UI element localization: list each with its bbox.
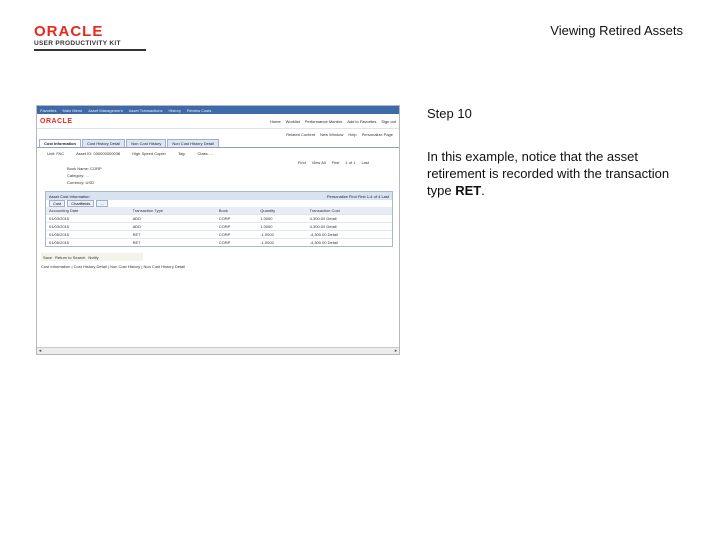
column-header: Transaction Cost xyxy=(307,207,392,215)
table-cell: CORP xyxy=(216,223,258,231)
personalize-link[interactable]: Personalize xyxy=(326,193,348,199)
table-cell: 1.0000 xyxy=(257,215,306,223)
table-cell: 01/05/2015 xyxy=(46,239,130,247)
tab-cost-information[interactable]: Cost Information xyxy=(39,139,81,147)
grid-find-link[interactable]: Find xyxy=(348,193,357,199)
bottom-page-links[interactable]: Cost Information | Cost History Detail | Non Cost History | Non Cost History Detail xyxy=(41,264,186,269)
table-cell: ADD xyxy=(130,223,216,231)
asset-info: Class: ... xyxy=(197,150,214,156)
brand-links xyxy=(270,119,396,124)
transaction-type-term: RET xyxy=(455,183,482,198)
table-cell: ADD xyxy=(130,215,216,223)
grid-header xyxy=(46,192,392,200)
asset-info: Tag: xyxy=(177,150,186,156)
table-cell: CORP xyxy=(216,239,258,247)
logo-word: ORACLE xyxy=(34,23,104,40)
step-text-end: . xyxy=(481,183,485,198)
table-row xyxy=(46,231,392,239)
table-cell: RET xyxy=(130,231,216,239)
top-navigation xyxy=(37,106,399,114)
column-header: Quantity xyxy=(257,207,306,215)
save-button[interactable]: Save xyxy=(43,254,53,260)
page-tabs xyxy=(37,139,399,148)
grid-nav xyxy=(327,194,389,199)
find-link[interactable]: Find xyxy=(297,159,306,165)
tab-cost-history-detail[interactable]: Cost History Detail xyxy=(82,139,125,147)
grid-tabs xyxy=(46,200,392,207)
oracle-upk-logo xyxy=(34,24,144,51)
table-cell: 1.0000 xyxy=(257,223,306,231)
cost-table xyxy=(46,207,392,246)
grid-last-link[interactable]: Last xyxy=(381,193,389,199)
first-link[interactable]: First xyxy=(331,159,340,165)
grid-caption: Asset Cost Information xyxy=(49,193,90,199)
table-header-row xyxy=(46,207,392,215)
find-bar xyxy=(37,158,399,166)
table-cell: CORP xyxy=(216,231,258,239)
brand-link[interactable]: Performance Monitor xyxy=(304,118,343,124)
asset-info-row xyxy=(37,148,399,158)
asset-cost-grid xyxy=(45,191,393,247)
asset-info: Asset ID: 000000000038 xyxy=(76,150,121,156)
page-title: Viewing Retired Assets xyxy=(550,23,683,38)
asset-info: High Speed Copier xyxy=(132,150,166,156)
table-row xyxy=(46,239,392,247)
topnav-item[interactable]: History xyxy=(168,107,181,113)
table-cell: -1.0000 xyxy=(257,231,306,239)
table-cell: -1.0000 xyxy=(257,239,306,247)
scroll-left-icon[interactable]: ◂ xyxy=(38,348,42,354)
column-header: Book xyxy=(216,207,258,215)
asset-info: Unit: FAC xyxy=(47,150,65,156)
book-fields xyxy=(37,166,399,187)
tool-link[interactable]: Personalize Page xyxy=(361,131,393,137)
last-link[interactable]: Last xyxy=(361,159,369,165)
tab-non-cost-history-detail[interactable]: Non Cost History Detail xyxy=(167,139,219,147)
currency-field: Currency: USD xyxy=(67,180,94,185)
tool-link[interactable]: Related Content xyxy=(286,131,316,137)
table-cell: 01/03/2015 xyxy=(46,215,130,223)
logo-subtitle: USER PRODUCTIVITY KIT xyxy=(34,40,121,47)
tab-non-cost-history[interactable]: Non Cost History xyxy=(126,139,166,147)
tool-link[interactable]: New Window xyxy=(320,131,344,137)
logo-rule xyxy=(34,49,146,51)
grid-tab-cost[interactable]: Cost xyxy=(49,200,65,207)
topnav-item[interactable]: Asset Transactions xyxy=(128,107,163,113)
tool-links xyxy=(37,129,399,139)
scroll-right-icon[interactable]: ▸ xyxy=(394,348,398,354)
table-cell[interactable]: -4,300.00 Detail xyxy=(307,231,392,239)
topnav-item[interactable]: Main Menu xyxy=(62,107,83,113)
step-description xyxy=(427,148,677,199)
application-screenshot xyxy=(36,105,400,355)
category-field: Category: ... xyxy=(67,173,89,178)
table-cell[interactable]: 4,300.00 Detail xyxy=(307,223,392,231)
button-bar xyxy=(41,253,143,261)
horizontal-scrollbar[interactable] xyxy=(37,347,399,354)
table-cell: 01/05/2015 xyxy=(46,231,130,239)
column-header: Accounting Date xyxy=(46,207,130,215)
brand-bar xyxy=(37,114,399,129)
column-header: Transaction Type xyxy=(130,207,216,215)
topnav-item[interactable]: Review Costs xyxy=(186,107,212,113)
book-name-field: Book Name: CORP xyxy=(67,166,102,171)
brand-link[interactable]: Add to Favorites xyxy=(347,118,377,124)
tool-link[interactable]: Help xyxy=(348,131,357,137)
topnav-item[interactable]: Asset Management xyxy=(88,107,123,113)
brand-link[interactable]: Home xyxy=(270,118,281,124)
table-cell: CORP xyxy=(216,215,258,223)
step-title: Step 10 xyxy=(427,106,472,121)
topnav-item[interactable]: Favorites xyxy=(40,107,57,113)
table-cell[interactable]: -4,300.00 Detail xyxy=(307,239,392,247)
grid-tab-chartfields[interactable]: Chartfields xyxy=(67,200,94,207)
notify-button[interactable]: Notify xyxy=(88,254,99,260)
page-count: 1 of 1 xyxy=(345,159,356,165)
table-cell: 01/03/2015 xyxy=(46,223,130,231)
brand-link[interactable]: Sign out xyxy=(381,118,396,124)
table-cell: RET xyxy=(130,239,216,247)
table-row xyxy=(46,223,392,231)
grid-tab-more[interactable]: ... xyxy=(96,200,107,207)
table-cell[interactable]: 4,300.00 Detail xyxy=(307,215,392,223)
table-row xyxy=(46,215,392,223)
brand-link[interactable]: Worklist xyxy=(285,118,300,124)
app-brand: ORACLE xyxy=(40,117,73,125)
return-to-search-button[interactable]: Return to Search xyxy=(55,254,86,260)
grid-first-link[interactable]: First xyxy=(357,193,366,199)
grid-row-count: 1-4 of 4 xyxy=(366,193,381,199)
view-all-link[interactable]: View All xyxy=(311,159,326,165)
step-text: In this example, notice that the asset retirement is recorded with the transaction type xyxy=(427,149,670,198)
